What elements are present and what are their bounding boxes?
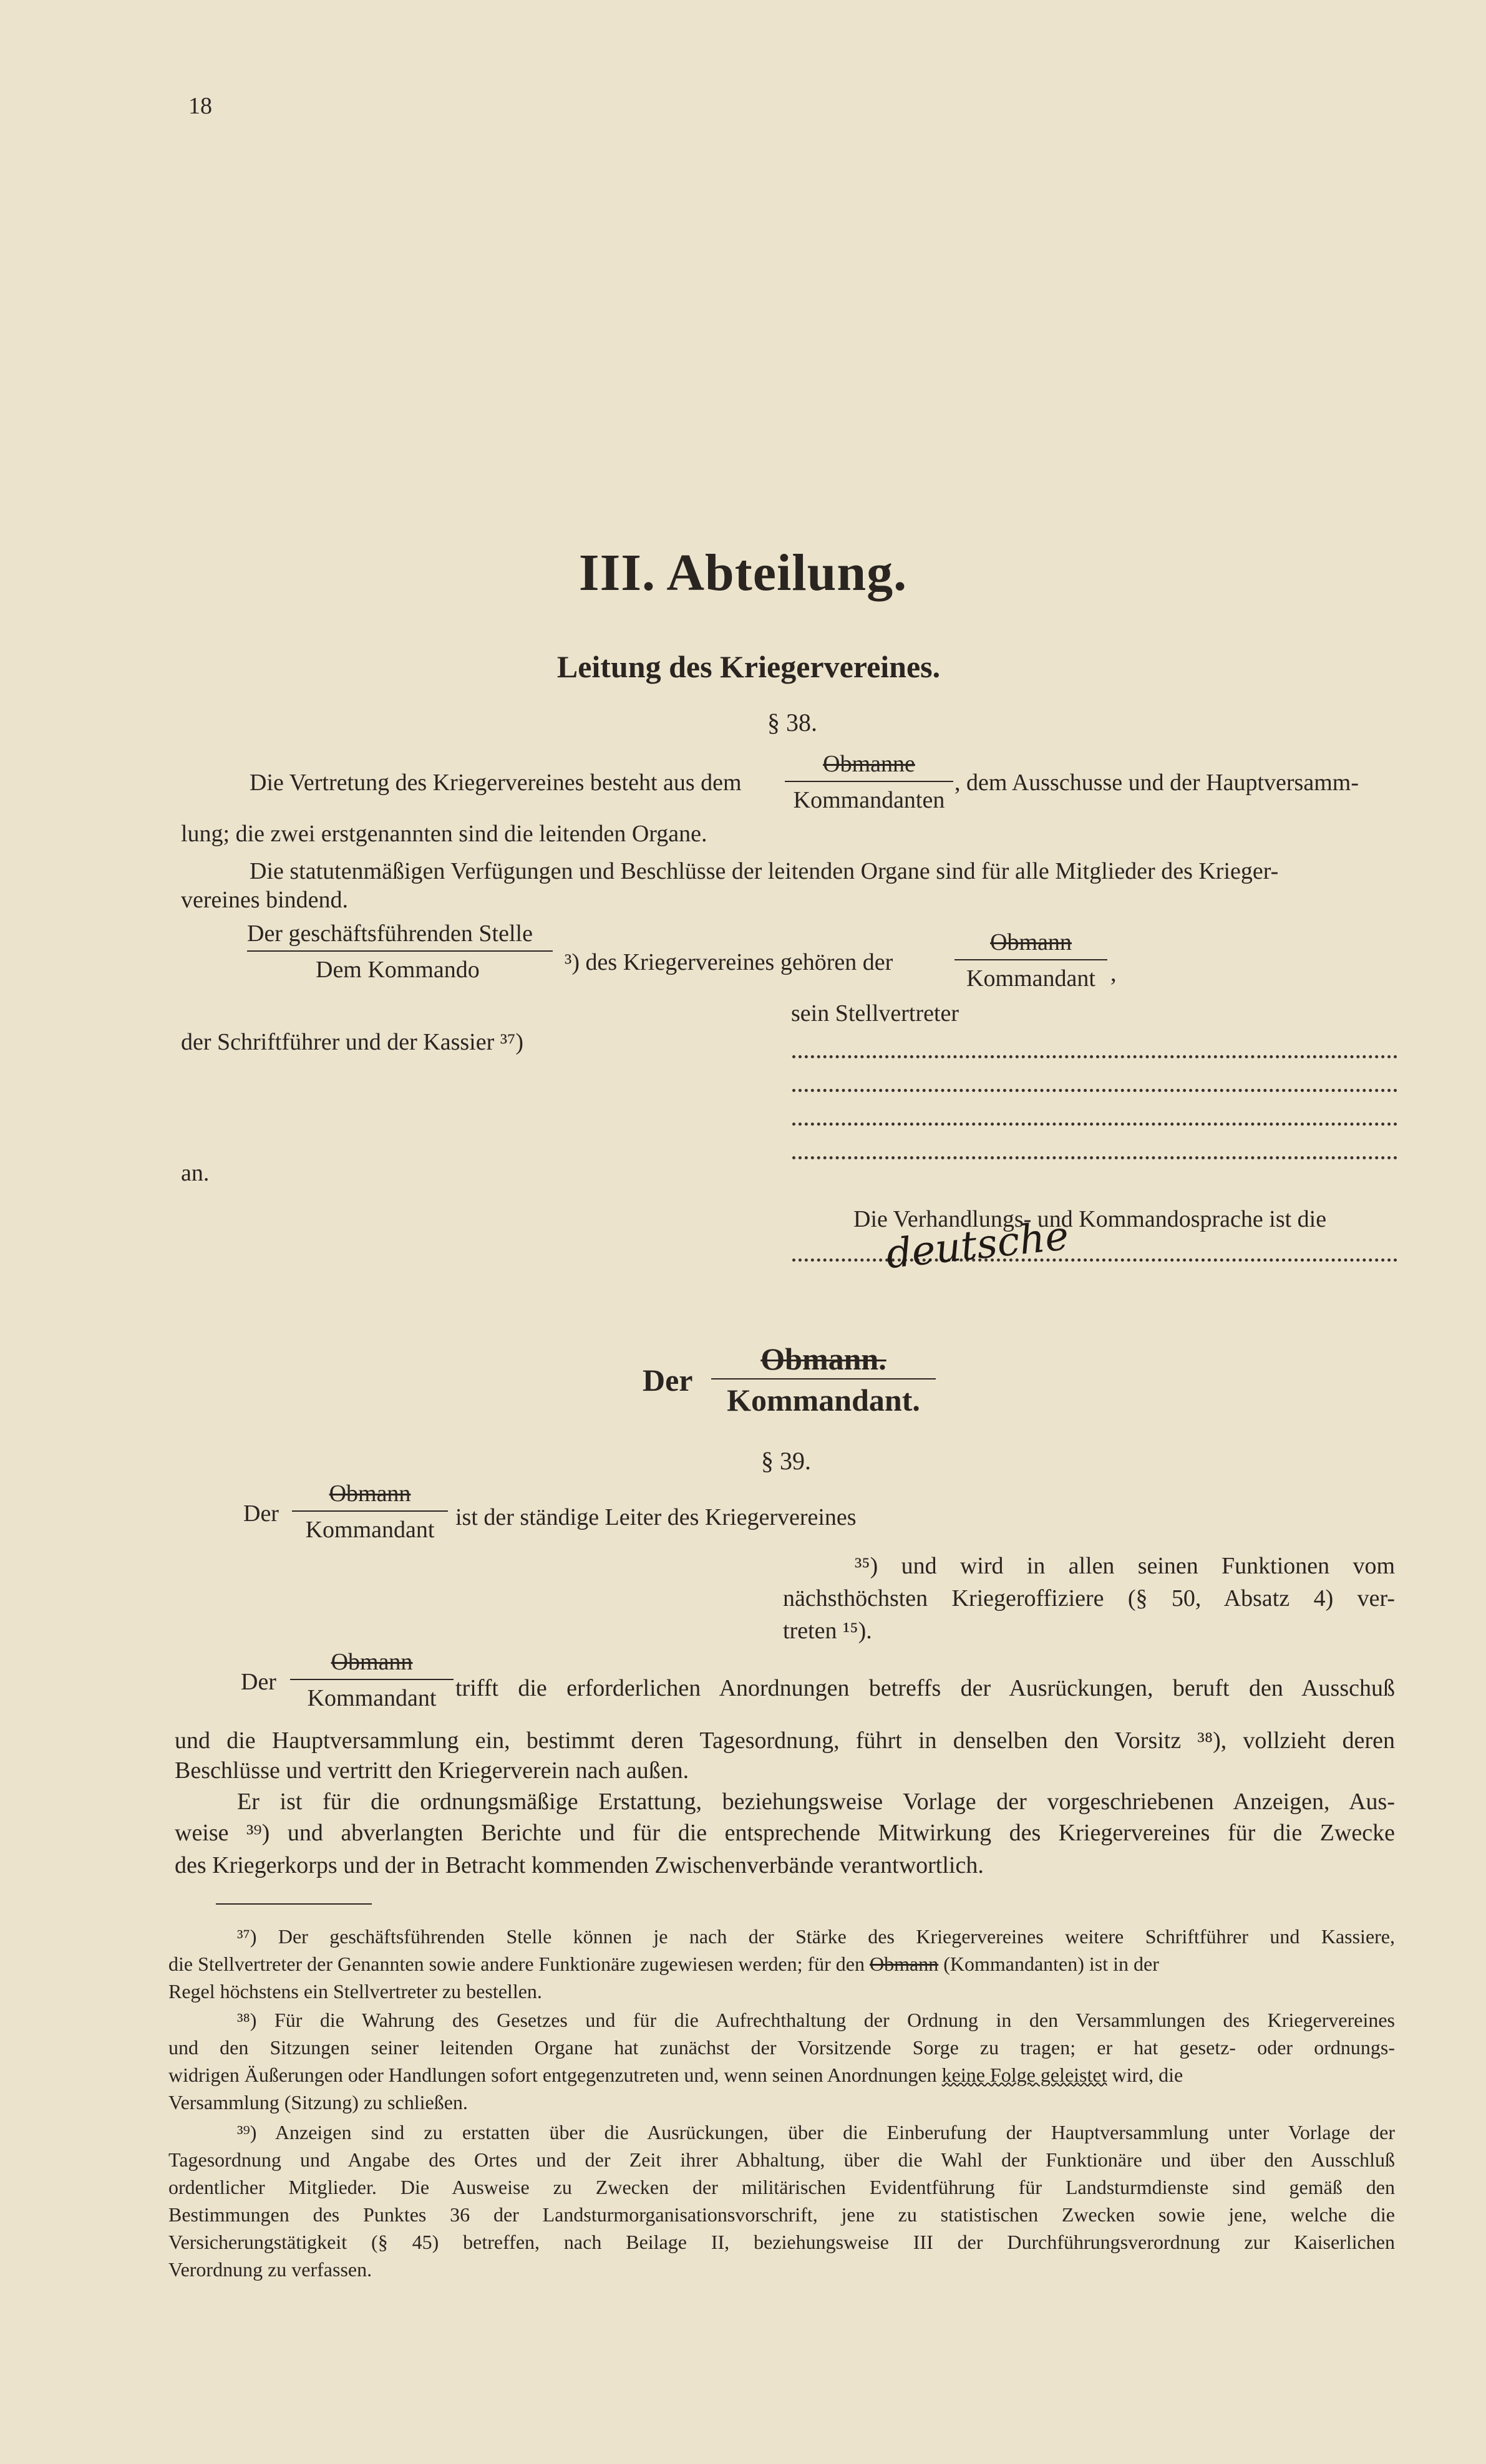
par39-s1-der: Der: [243, 1500, 279, 1527]
fill-line-2: [792, 1089, 1397, 1092]
section-subtitle: Leitung des Kriegervereines.: [556, 649, 941, 684]
deputy-label: sein Stellvertreter: [791, 1000, 959, 1027]
handwritten-entry: deutsche: [883, 1212, 1071, 1278]
fill-line-3: [792, 1123, 1397, 1126]
fn37-line2-pre: die Stellvertreter der Genannten sowie andere Funktionäre zugewiesen werden; für den: [168, 1953, 865, 1975]
replacement-kommandant-s1: Kommandant: [305, 1517, 435, 1543]
replacement-kommandant-heading: Kommandant.: [727, 1383, 920, 1418]
fn39-line4: Bestimmungen des Punktes 36 der Landsturmorganisationsvorschrift, jene zu statistischen Zwecken sowie jene, welche die: [168, 2203, 1395, 2226]
par39-s3-line3: des Kriegerkorps und der in Betracht kommenden Zwischenverbände verantwortlich.: [175, 1852, 984, 1878]
page-number: 18: [188, 93, 212, 119]
struck-obmanne: Obmanne: [785, 748, 953, 782]
fn37-line2-post: (Kommandanten) ist in der: [943, 1953, 1159, 1975]
par39-s1-line2: ³⁵) und wird in allen seinen Funktionen vom: [855, 1553, 1395, 1579]
fn39-line5: Versicherungstätigkeit (§ 45) betreffen, nach Beilage II, beziehungsweise III der Durchführungsverordnung zur Kaiserlichen: [168, 2231, 1395, 2253]
struck-obmann: Obmann: [954, 927, 1107, 960]
language-sentence: Die Verhandlungs- und Kommandosprache ist die: [853, 1206, 1327, 1232]
struck-obmann-heading: Obmann.: [711, 1341, 936, 1379]
fn39-line2: Tagesordnung und Angabe des Ortes und der Zeit ihrer Abhaltung, über die Wahl der Funktionäre und über den Ausschluß: [168, 2148, 1395, 2171]
par39-s2-line3: Beschlüsse und vertritt den Kriegerverein nach außen.: [175, 1757, 689, 1784]
par38-p3-comma: ,: [1110, 960, 1117, 987]
paragraph-38-label: § 38.: [767, 708, 817, 737]
fn37-line1: ³⁷) Der geschäftsführenden Stelle können je nach der Stärke des Kriegervereines weitere Schriftführer und Kassiere,: [237, 1925, 1395, 1948]
par38-p3-fraction: [247, 918, 553, 985]
fn39-line3: ordentlicher Mitglieder. Die Ausweise zu Zwecken der militärischen Evidentführung für Landsturmdienste sind gemäß den: [168, 2176, 1395, 2198]
par39-s3-line1: Er ist für die ordnungsmäßige Erstattung, beziehungsweise Vorlage der vorgeschriebenen Anzeigen, Aus-: [237, 1789, 1395, 1815]
fn39-line1: ³⁹) Anzeigen sind zu erstatten über die Ausrückungen, über die Einberufung der Hauptversammlung unter Vorlage der: [237, 2121, 1395, 2143]
heading2-fraction: [711, 1341, 936, 1418]
struck-obmann-s2: Obmann: [290, 1646, 454, 1680]
struck-obmann-s1: Obmann: [292, 1478, 448, 1512]
fill-line-language: [792, 1259, 1397, 1262]
fn38-line3-pre: widrigen Äußerungen oder Handlungen sofort entgegenzutreten und, wenn seinen Anordnungen: [168, 2064, 937, 2086]
fill-line-4: [792, 1156, 1397, 1159]
fn38-underlined: keine Folge geleistet: [941, 2064, 1107, 2086]
fn39-line6: Verordnung zu verfassen.: [168, 2258, 372, 2281]
footnote-separator: [216, 1903, 372, 1905]
paragraph-39-label: § 39.: [761, 1447, 811, 1475]
par39-s2-fraction: [290, 1646, 454, 1714]
par38-p3-mid: ³) des Kriegervereines gehören der: [565, 949, 893, 975]
par39-s1-line3: nächsthöchsten Kriegeroffiziere (§ 50, Absatz 4) ver-: [783, 1585, 1395, 1611]
fn37-line3: Regel höchstens ein Stellvertreter zu bestellen.: [168, 1980, 542, 2003]
replacement-kommandant-s2: Kommandant: [307, 1685, 437, 1711]
par38-p2-line2: vereines bindend.: [181, 887, 349, 913]
par38-p1-line2: lung; die zwei erstgenannten sind die leitenden Organe.: [181, 821, 707, 847]
par38-p1-post: , dem Ausschusse und der Hauptversamm-: [954, 770, 1359, 796]
par38-p2-line1: Die statutenmäßigen Verfügungen und Beschlüsse der leitenden Organe sind für alle Mitglieder des Krieger-: [250, 858, 1279, 884]
heading2-der: Der: [643, 1363, 693, 1398]
fn37-line2: [168, 1951, 1159, 1977]
fn38-line2: und den Sitzungen seiner leitenden Organe hat zunächst der Vorsitzende Sorge zu tragen; er hat gesetz- oder ordnungs-: [168, 2036, 1395, 2059]
fill-line-1: [792, 1055, 1397, 1058]
par39-s2-der: Der: [241, 1669, 276, 1695]
par39-s2-line2: und die Hauptversammlung ein, bestimmt deren Tagesordnung, führt in denselben den Vorsitz ³⁸), vollzieht deren: [175, 1727, 1395, 1754]
par38-p3-fraction-obmann: [954, 927, 1107, 994]
replacement-kommandanten: Kommandanten: [793, 787, 945, 813]
par39-s2-post: trifft die erforderlichen Anordnungen betreffs der Ausrückungen, beruft den Ausschuß: [455, 1675, 1395, 1701]
fn38-line4: Versammlung (Sitzung) zu schließen.: [168, 2091, 468, 2114]
fn37-struck-obmann: Obmann: [870, 1953, 939, 1975]
fn38-line3-post: wird, die: [1112, 2064, 1183, 2086]
par38-p1-pre: Die Vertretung des Kriegervereines besteht aus dem: [250, 770, 742, 796]
par38-p1-fraction: [785, 748, 953, 816]
replacement-kommandant: Kommandant: [966, 965, 1095, 992]
par39-s1-fraction: [292, 1478, 448, 1545]
fraction-top-geschaeftsfuehrende-stelle: Der geschäftsführenden Stelle: [247, 918, 553, 952]
par39-s3-line2: weise ³⁹) und abverlangten Berichte und für die entsprechende Mitwirkung des Kriegervereines für die Zwecke: [175, 1820, 1395, 1846]
par39-s1-line4: treten ¹⁵).: [783, 1618, 872, 1644]
secretary-treasurer-label: der Schriftführer und der Kassier ³⁷): [181, 1029, 524, 1055]
fn38-line3: [168, 2062, 1183, 2088]
par39-s1-post: ist der ständige Leiter des Kriegervereines: [455, 1504, 857, 1530]
section-title: III. Abteilung.: [578, 544, 908, 602]
fraction-bottom-dem-kommando: Dem Kommando: [316, 957, 480, 983]
an-label: an.: [181, 1160, 210, 1186]
fn38-line1: ³⁸) Für die Wahrung des Gesetzes und für die Aufrechthaltung der Ordnung in den Versammlungen des Kriegervereines: [237, 2009, 1395, 2031]
